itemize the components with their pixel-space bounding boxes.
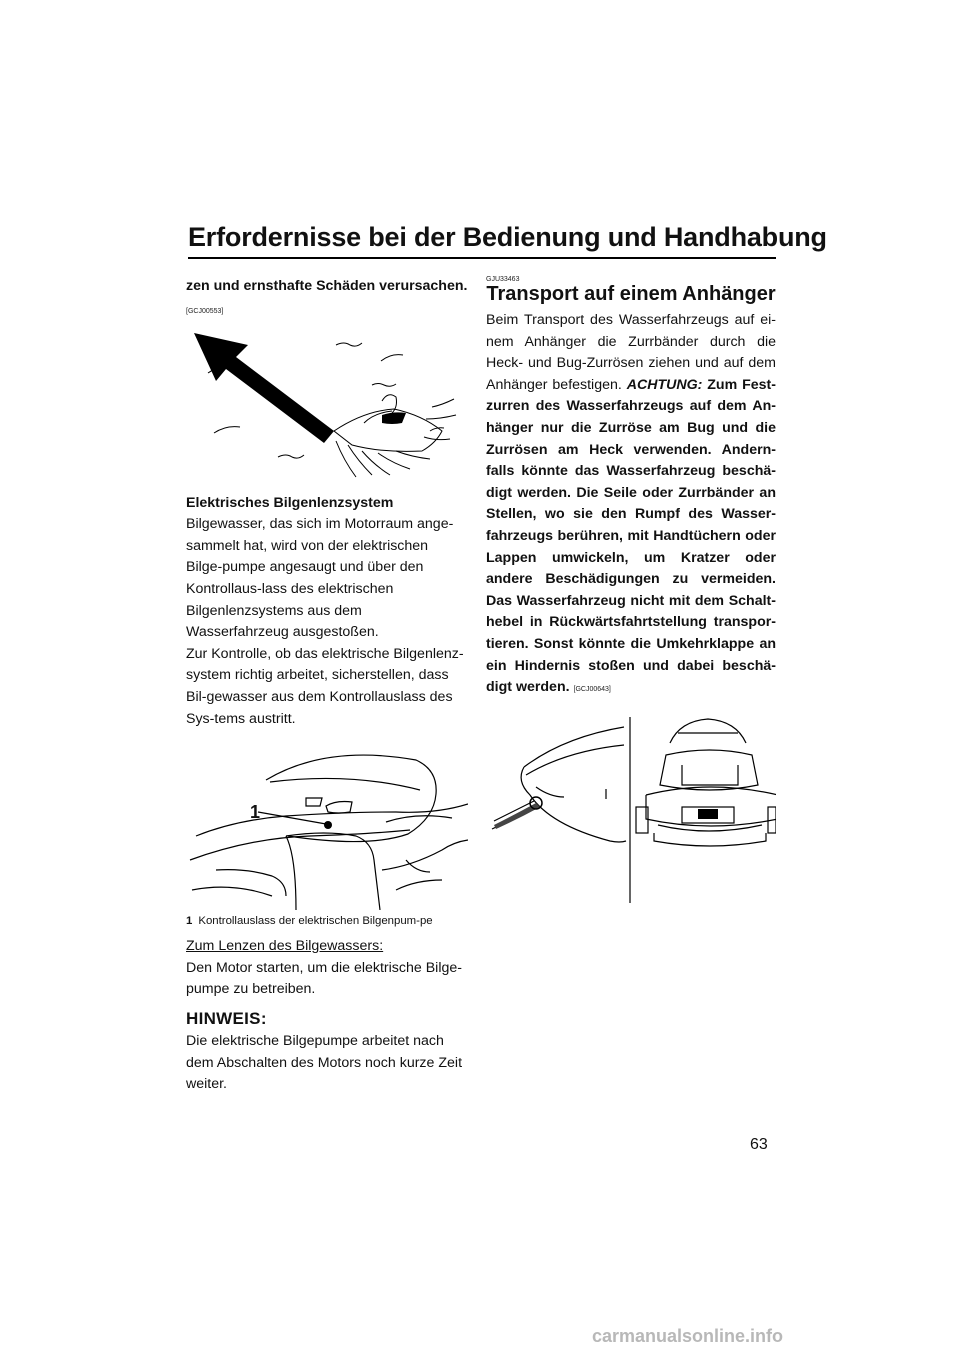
figure-caption: [186, 914, 468, 928]
right-column: [486, 276, 776, 905]
note-label: HINWEIS:: [186, 1008, 267, 1028]
continued-text: zen und ernsthafte Schäden verursachen.: [186, 278, 468, 294]
section-heading-bilge: Elektrisches Bilgenlenzsystem: [186, 494, 394, 511]
paragraph-bilge-check: Zur Kontrolle, ob das elektrische Bilgenlenz-system richtig arbeitet, sicherstellen, dass Bil-gewasser aus dem Kontrollauslass des Sys-tems austritt.: [186, 645, 464, 727]
watermark: carmanualsonline.info: [592, 1326, 784, 1346]
title-rule: [188, 257, 776, 259]
left-column: [186, 276, 468, 1096]
note-text: Die elektrische Bilgepumpe arbeitet nach dem Abschalten des Motors noch kurze Zeit weiter.: [186, 1032, 463, 1093]
caption-text: Kontrollauslass der elektrischen Bilgenpum-pe: [198, 915, 433, 928]
page-number: 63: [750, 1136, 768, 1153]
reference-code-2: [GCJ00643]: [573, 686, 611, 694]
sub-heading-bilge-pumping: Zum Lenzen des Bilgewassers:: [186, 938, 384, 955]
bilge-outlet-figure: [186, 740, 468, 910]
transport-paragraph: [486, 310, 776, 701]
figure-callout-1: 1: [250, 802, 261, 823]
watercraft-arrow-illustration: [186, 323, 468, 483]
section-code: GJU33463: [486, 276, 520, 283]
caution-text: Zum Fest-zurren des Wasserfahrzeugs auf dem An-hänger nur die Zurröse am Bug und die Zurrösen am Heck verwenden. Andern-falls könnte das Wasserfahrzeug beschä-digt werden. Die Seile oder Zurrbänder an Stellen, wo sie den Rumpf des Wasser-fahrzeugs berühren, mit Handtüchern oder Lappen umwickeln, um Kratzer oder andere Beschädigungen zu vermeiden. Das Wasserfahrzeug nicht mit dem Schalt-hebel in Rückwärtsfahrtstellung transpor-tieren. Sonst könnte die Umkehrklappe an ein Hindernis stoßen und dabei beschä-digt werden.: [486, 376, 776, 696]
caption-number: 1: [186, 915, 193, 928]
transport-intro-text: Beim Transport des Wasserfahrzeugs auf ei-nem Anhänger die Zurrbänder durch die Heck- und Bug-Zurrösen ziehen und auf dem Anhänger befestigen.: [486, 312, 776, 393]
section-heading-transport: Transport auf einem Anhänger: [486, 283, 776, 305]
bilge-outlet-illustration: [186, 740, 468, 910]
page-title: Erfordernisse bei der Bedienung und Handhabung: [188, 222, 827, 252]
paragraph-bilge-intro: Bilgewasser, das sich im Motorraum ange-sammelt hat, wird von der elektrischen Bilge-pumpe angesaugt und über den Kontrollaus-lass des elektrischen Bilgenlenzsystems aus dem Wasserfahrzeug ausgestoßen.: [186, 516, 454, 641]
tie-down-illustration: [486, 715, 776, 905]
reference-code: [GCJ00553]: [186, 307, 224, 315]
paragraph-start-engine: Den Motor starten, um die elektrische Bilge-pumpe zu betreiben.: [186, 959, 462, 998]
caution-label: ACHTUNG:: [626, 376, 703, 393]
